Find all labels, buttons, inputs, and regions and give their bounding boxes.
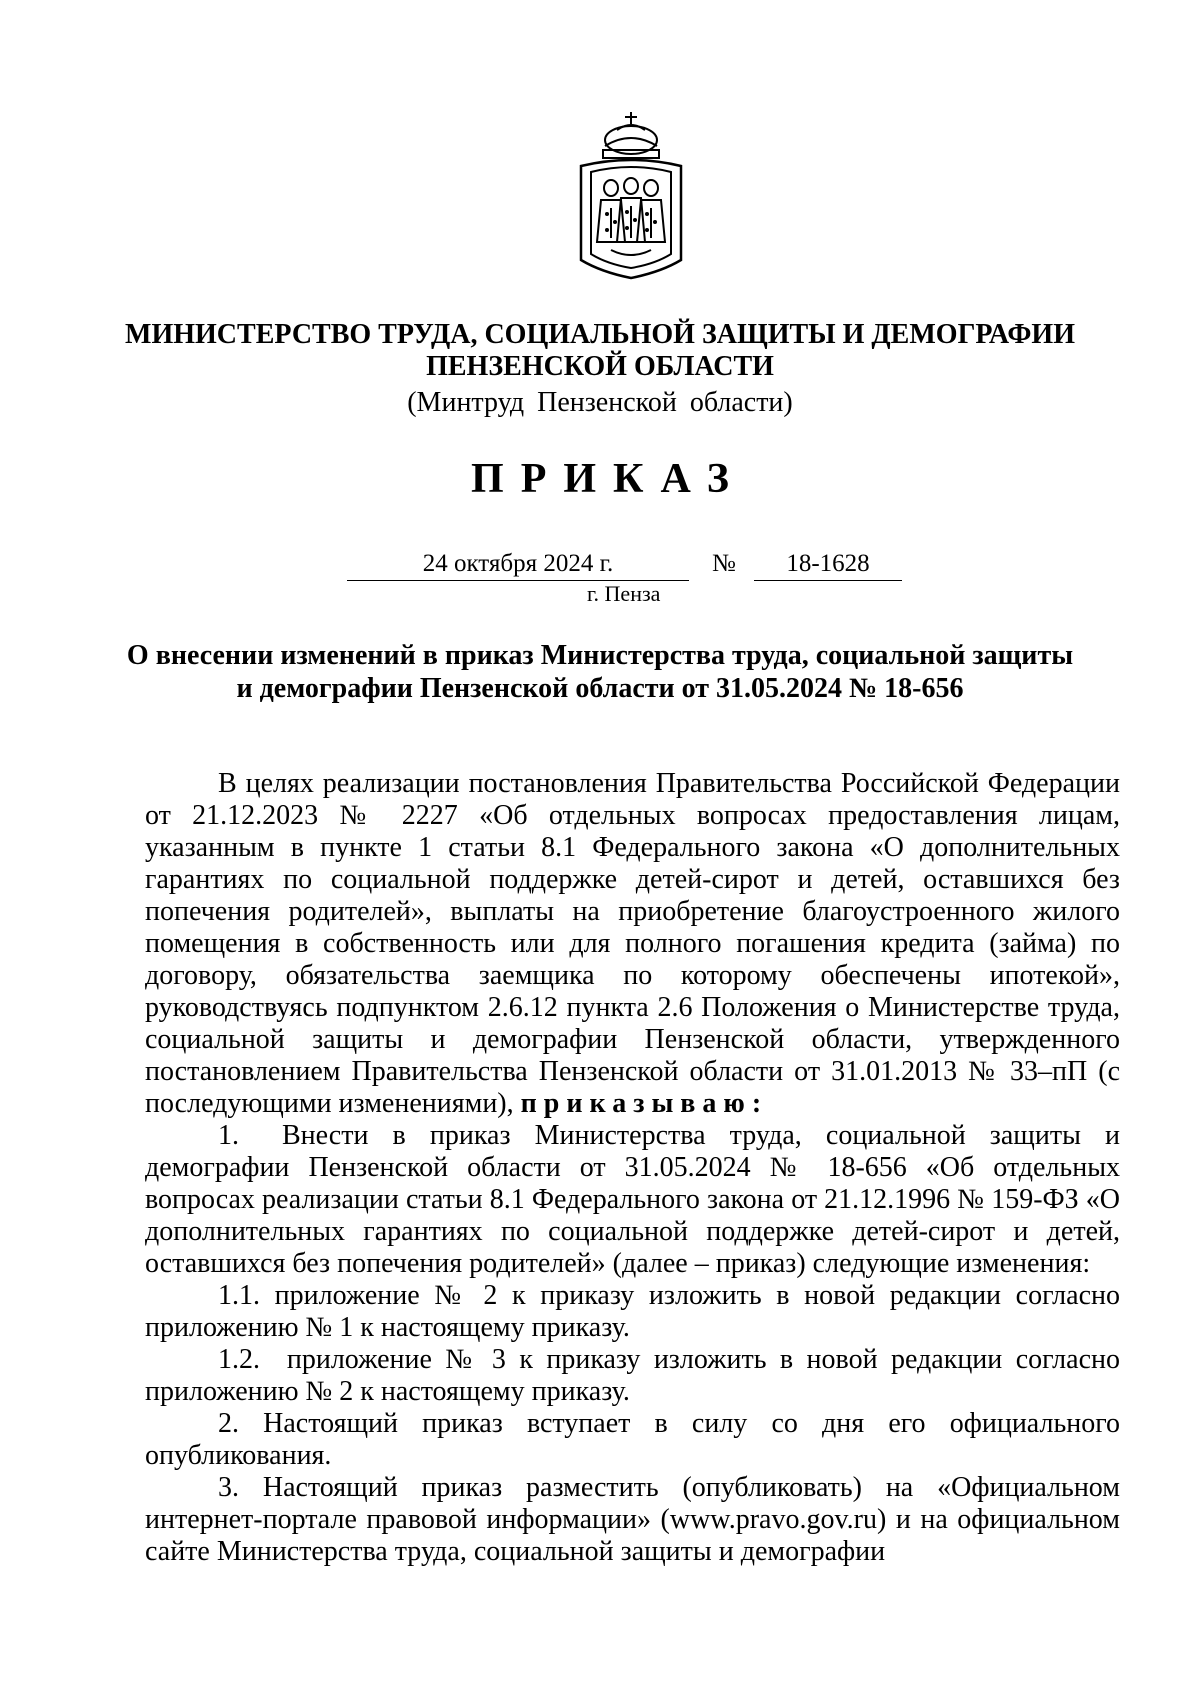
- document-number: 18-1628: [754, 548, 902, 581]
- item-1-2-text: приложение № 3 к приказу изложить в новой редакции согласно приложению № 2 к настоящему приказу.: [145, 1344, 1120, 1407]
- preamble-paragraph: [145, 768, 1120, 1120]
- item-1-2-number: 1.2.: [218, 1344, 260, 1375]
- item-1-number: 1.: [218, 1120, 239, 1151]
- item-1-text: Внести в приказ Министерства труда, социальной защиты и демографии Пензенской области от 31.05.2024 № 18-656 «Об отдельных вопросах реализации статьи 8.1 Федерального закона от 21.12.1996 № 159-ФЗ «О дополнительных гарантиях по социальной поддержке детей-сирот и детей, оставшихся без попечения родителей» (далее – приказ) следующие изменения:: [145, 1120, 1120, 1279]
- order-word: приказываю:: [520, 1088, 769, 1119]
- item-3-paragraph: 3. Настоящий приказ разместить (опубликовать) на «Официальном интернет-портале правовой информации» (www.pravo.gov.ru) и на официальном сайте Министерства труда, социальной защиты и демографии: [145, 1472, 1120, 1567]
- item-1-1-paragraph: 1.1. приложение № 2 к приказу изложить в новой редакции согласно приложению № 1 к настоящему приказу.: [145, 1280, 1120, 1343]
- number-sign: №: [712, 550, 736, 577]
- document-city: г. Пенза: [587, 581, 661, 606]
- ministry-short-name: (Минтруд Пензенской области): [407, 387, 793, 418]
- ministry-name-line2: ПЕНЗЕНСКОЙ ОБЛАСТИ: [426, 351, 774, 382]
- subject-line2: и демографии Пензенской области от 31.05.2024 № 18-656: [236, 673, 964, 704]
- subject-line1: О внесении изменений в приказ Министерства труда, социальной защиты: [126, 640, 1074, 671]
- preamble-text: В целях реализации постановления Правительства Российской Федерации от 21.12.2023 № 2227 «Об отдельных вопросах предоставления лицам, указанным в пункте 1 статьи 8.1 Федерального закона «О дополнительных гарантиях по социальной поддержке детей-сирот и детей, оставшихся без попечения родителей», выплаты на приобретение благоустроенного жилого помещения в собственность или для полного погашения кредита (займа) по договору, обязательства заемщика по которому обеспечены ипотекой», руководствуясь подпунктом 2.6.12 пункта 2.6 Положения о Министерстве труда, социальной защиты и демографии Пензенской области, утвержденного постановлением Правительства Пензенской области от 31.01.2013 № 33–пП (с последующими изменениями),: [145, 768, 1120, 1119]
- item-2-paragraph: 2. Настоящий приказ вступает в силу со дня его официального опубликования.: [145, 1408, 1120, 1471]
- ministry-name-line1: МИНИСТЕРСТВО ТРУДА, СОЦИАЛЬНОЙ ЗАЩИТЫ И ДЕМОГРАФИИ: [125, 319, 1075, 350]
- document-body: [145, 768, 1120, 1568]
- coat-of-arms-icon: [571, 110, 691, 285]
- document-date: 24 октября 2024 г.: [347, 548, 689, 581]
- item-1-paragraph: [145, 1120, 1120, 1280]
- document-type-title: ПРИКАЗ: [471, 456, 746, 502]
- item-1-2-paragraph: [145, 1344, 1120, 1408]
